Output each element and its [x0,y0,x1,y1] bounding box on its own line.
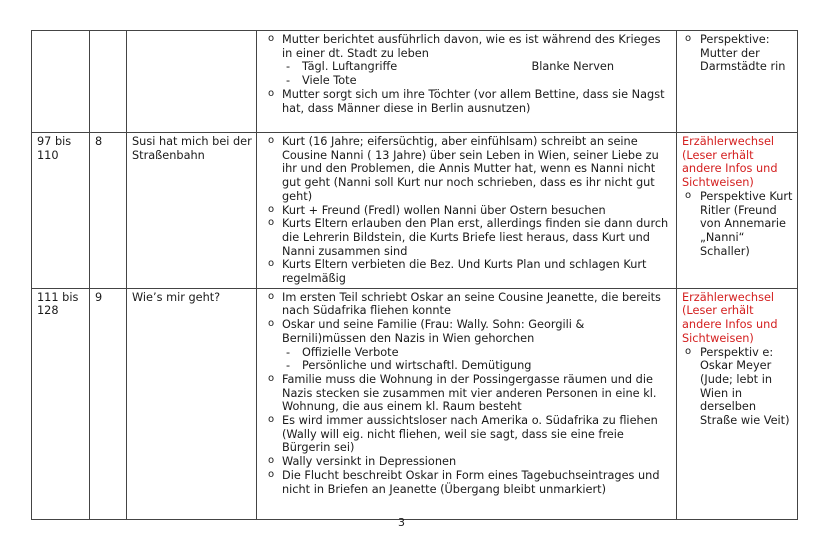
list-item-text: Familie muss die Wohnung in der Possingergasse räumen und die Nazis stecken sie zusammen mit vier anderen Personen in eine kl. Wohnung, die aus einem kl. Raum besteht [282,372,657,414]
sub-item-left: - Offizielle Verbote [302,345,399,359]
content-cell [257,288,677,519]
list-item-text: Die Flucht beschreibt Oskar in Form eines Tagebuchseintrages und nicht in Briefen an Jeanette (Übergang bleibt unmarkiert) [282,468,660,496]
list-item-text: Oskar und seine Familie (Frau: Wally. Sohn: Georgili & Bernili)müssen den Nazis in Wien gehorchen [282,318,585,345]
chapter-number-cell: 9 [90,288,127,519]
chapter-title-cell: Susi hat mich bei der Straßenbahn [127,133,257,289]
sub-item-right: Blanke Nerven [531,60,614,74]
table-row [32,288,798,519]
list-item-text: Es wird immer aussichtsloser nach Amerika o. Südafrika zu fliehen (Wally will eig. nicht fliehen, weil sie sagt, dass sie eine freie Bürgerin sei) [282,414,658,455]
list-item-text: Kurt (16 Jahre; eifersüchtig, aber einfühlsam) schreibt an seine Cousine Nanni ( 13 Jahre) über sein Leben in Wien, seiner Liebe zu ihr und den Problemen, die Annis Mutter hat, wenn es Nanni nicht gut geht (Nanni soll Kurt nur noch schrieben, dass es ihr nicht gut geht) [282,135,659,203]
table-row [32,31,798,133]
page-number: 3 [398,516,405,529]
page-range-cell [32,31,90,133]
list-item [262,469,672,496]
content-list [262,291,672,497]
notes-cell [677,133,798,289]
content-cell [257,133,677,289]
list-item [262,455,672,469]
list-item [262,258,672,285]
list-item-text: Kurts Eltern erlauben den Plan erst, allerdings finden sie dann durch die Lehrerin Bildstein, die Kurts Briefe liest heraus, dass Kurt und Nanni zusammen sind [282,217,669,258]
content-list [262,135,672,286]
content-cell [257,31,677,133]
narrator-change-note: Erzählerwechsel (Leser erhält andere Infos und Sichtweisen) [682,290,778,345]
table-row [32,133,798,289]
notes-cell [677,31,798,133]
chapter-title-cell: Wie’s mir geht? [127,288,257,519]
list-item [262,414,672,455]
list-item [262,291,672,318]
perspective-note: o Perspektiv e: Oskar Meyer (Jude; lebt in Wien in derselben Straße wie Veit) [682,346,793,428]
list-item [262,33,672,88]
sub-list-item [282,60,672,74]
chapter-title-cell [127,31,257,133]
list-item [262,204,672,218]
list-item-text: Mutter sorgt sich um ihre Töchter (vor allem Bettine, dass sie Nagst hat, dass Männer diese in Berlin ausnutzen) [282,87,665,115]
list-item [262,217,672,258]
list-item-text: Kurts Eltern verbieten die Bez. Und Kurts Plan und schlagen Kurt regelmäßig [282,258,647,286]
page-range-cell: 111 bis 128 [32,288,90,519]
list-item [262,135,672,204]
sub-item-left: - Persönliche und wirtschaftl. Demütigung [302,359,532,373]
list-item-text: Wally versinkt in Depressionen [282,455,457,469]
list-item-text: Im ersten Teil schriebt Oskar an seine Cousine Jeanette, die bereits nach Südafrika fliehen konnte [282,290,661,318]
sub-item-left: - Tägl. Luftangriffe [302,60,398,74]
summary-table [31,30,798,520]
chapter-number-cell: 8 [90,133,127,289]
narrator-change-note: Erzählerwechsel (Leser erhält andere Infos und Sichtweisen) [682,135,778,190]
list-item-text: Mutter berichtet ausführlich davon, wie es ist während des Krieges in einer dt. Stadt zu leben [282,33,661,60]
sub-list-item [282,359,672,373]
sub-list-item [282,74,672,88]
list-item [262,373,672,414]
chapter-number-cell [90,31,127,133]
sub-list-item [282,346,672,360]
notes-cell [677,288,798,519]
list-item [262,318,672,373]
list-item [262,88,672,115]
page-range-cell: 97 bis 110 [32,133,90,289]
perspective-note: o Perspektive: Mutter der Darmstädte rin [682,33,793,74]
content-list [262,33,672,115]
perspective-note: o Perspektive Kurt Ritler (Freund von Annemarie „Nanni“ Schaller) [682,190,793,259]
sub-item-left: - Viele Tote [302,74,357,88]
list-item-text: Kurt + Freund (Fredl) wollen Nanni über Ostern besuchen [282,203,606,217]
